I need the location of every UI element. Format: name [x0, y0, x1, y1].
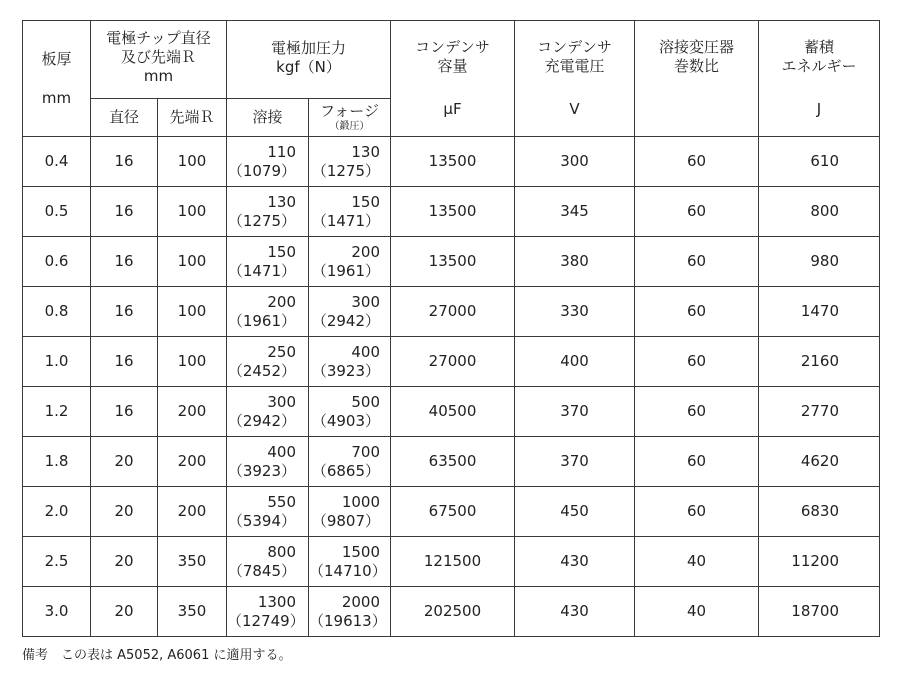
cell-thickness: 0.5 [23, 187, 91, 237]
weld-n: （1275） [227, 211, 296, 230]
weld-kgf: 400 [267, 442, 296, 461]
cell-thickness: 0.4 [23, 137, 91, 187]
cell-tip-r: 200 [158, 387, 227, 437]
cell-weld-pressure [227, 587, 309, 637]
cell-voltage: 370 [515, 387, 635, 437]
weld-kgf: 130 [267, 192, 296, 211]
cell-weld-pressure [227, 537, 309, 587]
header-pressure-forge-note: （鍛圧） [329, 121, 370, 132]
header-pressure-forge-label: フォージ [320, 102, 379, 120]
cell-voltage: 300 [515, 137, 635, 187]
cell-forge-pressure [309, 337, 391, 387]
cell-tip-r: 200 [158, 437, 227, 487]
header-electrode-diameter: 直径 [91, 99, 158, 137]
cell-ratio: 60 [635, 187, 759, 237]
weld-n: （12749） [227, 611, 305, 630]
cell-diameter: 16 [91, 187, 158, 237]
cell-energy: 18700 [759, 587, 880, 637]
cell-forge-pressure [309, 387, 391, 437]
table-row [23, 137, 880, 187]
cell-tip-r: 100 [158, 337, 227, 387]
cell-voltage: 430 [515, 537, 635, 587]
cell-voltage: 330 [515, 287, 635, 337]
cell-voltage: 400 [515, 337, 635, 387]
forge-kgf: 300 [351, 292, 381, 311]
cell-weld-pressure [227, 487, 309, 537]
cell-thickness: 0.8 [23, 287, 91, 337]
header-thickness-label: 板厚 [41, 49, 72, 68]
cell-weld-pressure [227, 337, 309, 387]
cell-thickness: 2.5 [23, 537, 91, 587]
cell-ratio: 60 [635, 237, 759, 287]
cell-forge-pressure [309, 187, 391, 237]
cell-diameter: 20 [91, 487, 158, 537]
table-body [23, 137, 880, 637]
table-row [23, 487, 880, 537]
forge-kgf: 200 [351, 242, 381, 261]
forge-kgf: 1000 [341, 492, 381, 511]
cell-capacity: 67500 [391, 487, 515, 537]
forge-kgf: 700 [351, 442, 381, 461]
table-row [23, 437, 880, 487]
cell-diameter: 16 [91, 387, 158, 437]
header-voltage [515, 21, 635, 137]
cell-thickness: 3.0 [23, 587, 91, 637]
cell-tip-r: 100 [158, 287, 227, 337]
cell-weld-pressure [227, 187, 309, 237]
cell-thickness: 1.2 [23, 387, 91, 437]
header-electrode-tip-r: 先端Ｒ [158, 99, 227, 137]
weld-kgf: 550 [267, 492, 296, 511]
cell-thickness: 2.0 [23, 487, 91, 537]
cell-forge-pressure [309, 287, 391, 337]
cell-energy: 800 [759, 187, 880, 237]
cell-energy: 11200 [759, 537, 880, 587]
weld-n: （2452） [227, 361, 296, 380]
forge-kgf: 1500 [341, 542, 381, 561]
forge-n: （4903） [311, 411, 381, 430]
cell-tip-r: 100 [158, 137, 227, 187]
header-capacity-label: コンデンサ 容量 [415, 38, 490, 75]
cell-energy: 980 [759, 237, 880, 287]
cell-energy: 2770 [759, 387, 880, 437]
cell-thickness: 1.0 [23, 337, 91, 387]
cell-capacity: 202500 [391, 587, 515, 637]
cell-energy: 4620 [759, 437, 880, 487]
forge-kgf: 130 [351, 142, 381, 161]
cell-diameter: 16 [91, 287, 158, 337]
table-row [23, 337, 880, 387]
header-ratio [635, 21, 759, 137]
cell-voltage: 380 [515, 237, 635, 287]
table-row [23, 587, 880, 637]
cell-weld-pressure [227, 137, 309, 187]
forge-n: （19613） [309, 611, 387, 630]
footnote: 備考 この表は A5052, A6061 に適用する。 [22, 648, 292, 663]
cell-diameter: 16 [91, 137, 158, 187]
header-pressure [227, 21, 391, 99]
cell-diameter: 16 [91, 337, 158, 387]
header-pressure-label: 電極加圧力 kgf（N） [271, 39, 347, 76]
cell-ratio: 60 [635, 287, 759, 337]
cell-diameter: 20 [91, 437, 158, 487]
cell-capacity: 13500 [391, 137, 515, 187]
cell-forge-pressure [309, 437, 391, 487]
table-row [23, 237, 880, 287]
cell-voltage: 430 [515, 587, 635, 637]
cell-weld-pressure [227, 437, 309, 487]
cell-ratio: 60 [635, 487, 759, 537]
header-voltage-label: コンデンサ 充電電圧 [537, 38, 612, 75]
weld-n: （1079） [227, 161, 296, 180]
cell-capacity: 27000 [391, 337, 515, 387]
cell-tip-r: 200 [158, 487, 227, 537]
forge-kgf: 2000 [341, 592, 381, 611]
header-energy-unit: J [816, 100, 822, 118]
weld-kgf: 150 [267, 242, 296, 261]
weld-n: （2942） [227, 411, 296, 430]
cell-ratio: 40 [635, 587, 759, 637]
forge-n: （1961） [311, 261, 381, 280]
cell-capacity: 13500 [391, 187, 515, 237]
header-pressure-forge [309, 99, 391, 137]
cell-energy: 6830 [759, 487, 880, 537]
weld-n: （1471） [227, 261, 296, 280]
cell-tip-r: 100 [158, 237, 227, 287]
cell-voltage: 345 [515, 187, 635, 237]
cell-forge-pressure [309, 237, 391, 287]
cell-voltage: 450 [515, 487, 635, 537]
cell-diameter: 20 [91, 587, 158, 637]
weld-kgf: 1300 [257, 592, 296, 611]
cell-ratio: 60 [635, 437, 759, 487]
forge-n: （14710） [309, 561, 387, 580]
header-electrode-label: 電極チップ直径 及び先端Ｒ mm [106, 29, 211, 85]
weld-n: （7845） [227, 561, 296, 580]
cell-capacity: 13500 [391, 237, 515, 287]
cell-ratio: 60 [635, 387, 759, 437]
cell-energy: 610 [759, 137, 880, 187]
weld-n: （5394） [227, 511, 296, 530]
spec-table [22, 20, 880, 637]
forge-n: （9807） [311, 511, 381, 530]
forge-kgf: 150 [351, 192, 381, 211]
header-capacity [391, 21, 515, 137]
cell-weld-pressure [227, 237, 309, 287]
cell-voltage: 370 [515, 437, 635, 487]
cell-tip-r: 350 [158, 587, 227, 637]
table-row [23, 537, 880, 587]
header-pressure-weld: 溶接 [227, 99, 309, 137]
forge-n: （3923） [311, 361, 381, 380]
cell-capacity: 121500 [391, 537, 515, 587]
header-energy [759, 21, 880, 137]
header-electrode [91, 21, 227, 99]
cell-tip-r: 350 [158, 537, 227, 587]
header-ratio-label: 溶接変圧器 巻数比 [659, 38, 735, 75]
weld-kgf: 200 [267, 292, 296, 311]
forge-kgf: 400 [351, 342, 381, 361]
table-row [23, 287, 880, 337]
cell-capacity: 27000 [391, 287, 515, 337]
weld-kgf: 300 [267, 392, 296, 411]
cell-weld-pressure [227, 287, 309, 337]
forge-n: （2942） [311, 311, 381, 330]
weld-kgf: 110 [267, 142, 296, 161]
cell-capacity: 63500 [391, 437, 515, 487]
cell-forge-pressure [309, 587, 391, 637]
weld-kgf: 250 [267, 342, 296, 361]
cell-forge-pressure [309, 537, 391, 587]
table-row [23, 387, 880, 437]
cell-weld-pressure [227, 387, 309, 437]
weld-kgf: 800 [267, 542, 296, 561]
forge-n: （6865） [311, 461, 381, 480]
cell-ratio: 40 [635, 537, 759, 587]
cell-ratio: 60 [635, 337, 759, 387]
header-thickness-unit: mm [41, 88, 72, 107]
cell-energy: 1470 [759, 287, 880, 337]
cell-diameter: 20 [91, 537, 158, 587]
cell-capacity: 40500 [391, 387, 515, 437]
header-thickness [23, 21, 91, 137]
cell-thickness: 0.6 [23, 237, 91, 287]
forge-n: （1471） [311, 211, 381, 230]
header-energy-label: 蓄積 エネルギー [781, 38, 857, 75]
cell-energy: 2160 [759, 337, 880, 387]
header-voltage-unit: V [569, 100, 580, 118]
cell-ratio: 60 [635, 137, 759, 187]
forge-kgf: 500 [351, 392, 381, 411]
table-row [23, 187, 880, 237]
forge-n: （1275） [311, 161, 381, 180]
cell-tip-r: 100 [158, 187, 227, 237]
cell-diameter: 16 [91, 237, 158, 287]
cell-thickness: 1.8 [23, 437, 91, 487]
weld-n: （1961） [227, 311, 296, 330]
weld-n: （3923） [227, 461, 296, 480]
cell-forge-pressure [309, 137, 391, 187]
cell-forge-pressure [309, 487, 391, 537]
header-capacity-unit: μF [443, 100, 462, 118]
